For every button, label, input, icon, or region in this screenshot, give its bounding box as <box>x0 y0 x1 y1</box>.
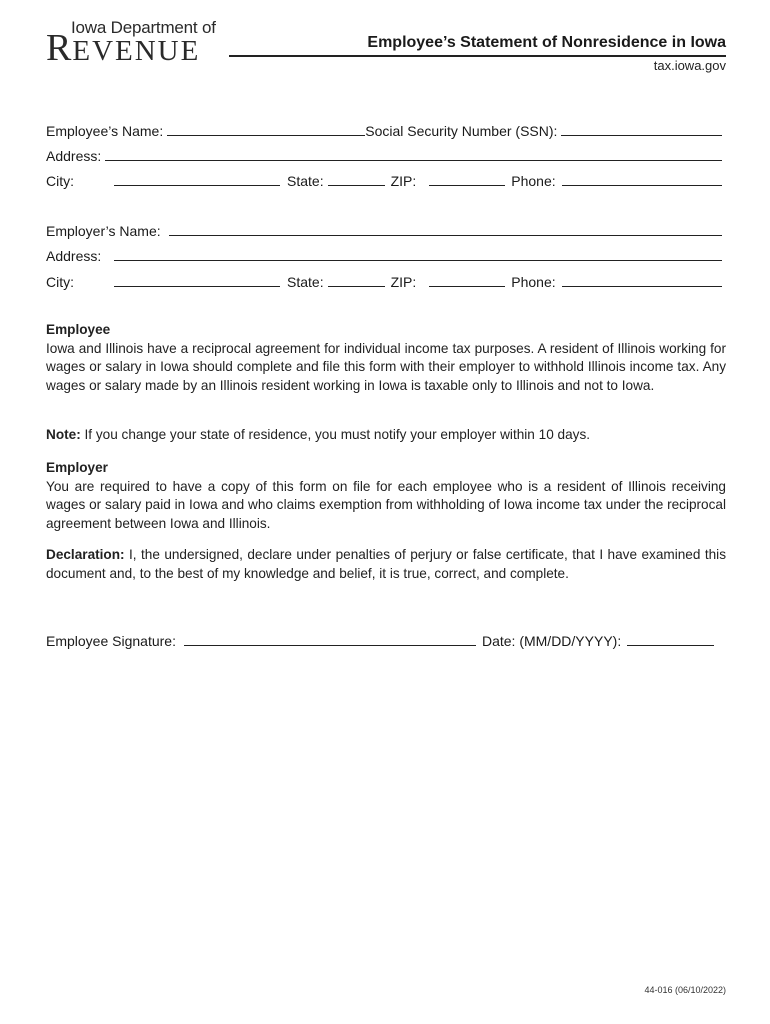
date-label: Date: (MM/DD/YYYY): <box>481 633 622 649</box>
department-logo <box>46 27 201 69</box>
website-link[interactable]: tax.iowa.gov <box>653 58 726 73</box>
employer-address-row <box>46 246 722 264</box>
employer-phone-field[interactable] <box>562 286 722 287</box>
logo-subtitle: Iowa Department of <box>71 18 216 37</box>
employer-city-row <box>46 272 722 290</box>
employer-address-field[interactable] <box>114 260 722 261</box>
employee-name-row <box>46 121 722 139</box>
employer-zip-label: ZIP: <box>390 274 417 290</box>
employee-city-field[interactable] <box>114 185 280 186</box>
employer-phone-label: Phone: <box>511 274 556 290</box>
note-text: If you change your state of residence, you must notify your employer within 10 days. <box>80 427 591 442</box>
employer-heading: Employer <box>46 460 108 475</box>
employee-address-label: Address: <box>46 148 102 164</box>
employee-paragraph: Iowa and Illinois have a reciprocal agreement for individual income tax purposes. A resident of Illinois working for wages or salary in Iowa should complete and file this form with their employer to withhold Illinois income tax. Any wages or salary made by an Illinois resident working in Iowa is taxable only to Illinois and not to Iowa. <box>46 340 726 393</box>
employee-heading: Employee <box>46 322 111 337</box>
declaration-text: I, the undersigned, declare under penalties of perjury or false certificate, that I have examined this document and, to the best of my knowledge and belief, it is true, correct, and complete. <box>46 547 726 581</box>
employee-address-field[interactable] <box>105 160 722 161</box>
signature-row <box>46 631 714 649</box>
employee-name-label: Employee’s Name: <box>46 123 164 139</box>
form-title: Employee’s Statement of Nonresidence in Iowa <box>367 34 726 51</box>
declaration-paragraph <box>46 546 726 583</box>
date-field[interactable] <box>627 645 714 646</box>
employer-state-label: State: <box>287 274 324 290</box>
employee-state-field[interactable] <box>328 185 385 186</box>
signature-field[interactable] <box>184 645 476 646</box>
signature-label: Employee Signature: <box>46 633 176 649</box>
employee-city-row <box>46 171 722 189</box>
employer-address-label: Address: <box>46 248 102 264</box>
employer-section <box>46 459 726 533</box>
form-code: 44-016 (06/10/2022) <box>644 985 726 995</box>
employer-state-field[interactable] <box>328 286 385 287</box>
employee-zip-label: ZIP: <box>390 173 417 189</box>
note-paragraph <box>46 426 726 445</box>
declaration-label: Declaration: <box>46 547 125 562</box>
employer-paragraph: You are required to have a copy of this form on file for each employee who is a resident of Illinois receiving wages or salary paid in Iowa and who claims exemption from withholding of Iowa income tax under the reciprocal agreement between Iowa and Illinois. <box>46 478 726 531</box>
employee-zip-field[interactable] <box>429 185 505 186</box>
employee-phone-field[interactable] <box>562 185 722 186</box>
logo-initial: R <box>46 27 73 69</box>
employer-name-row <box>46 221 722 239</box>
header-rule <box>229 55 726 57</box>
employer-name-field[interactable] <box>169 235 722 236</box>
employee-city-label: City: <box>46 173 74 189</box>
employee-phone-label: Phone: <box>511 173 556 189</box>
employer-city-label: City: <box>46 274 74 290</box>
employer-zip-field[interactable] <box>429 286 505 287</box>
employee-address-row <box>46 146 722 164</box>
employer-city-field[interactable] <box>114 286 280 287</box>
employee-name-field[interactable] <box>167 135 365 136</box>
ssn-field[interactable] <box>561 135 722 136</box>
logo-wordmark: EVENUE <box>72 35 201 67</box>
employee-state-label: State: <box>287 173 324 189</box>
employer-name-label: Employer’s Name: <box>46 223 161 239</box>
ssn-label: Social Security Number (SSN): <box>365 123 558 139</box>
employee-section <box>46 321 726 395</box>
note-label: Note: <box>46 427 81 442</box>
